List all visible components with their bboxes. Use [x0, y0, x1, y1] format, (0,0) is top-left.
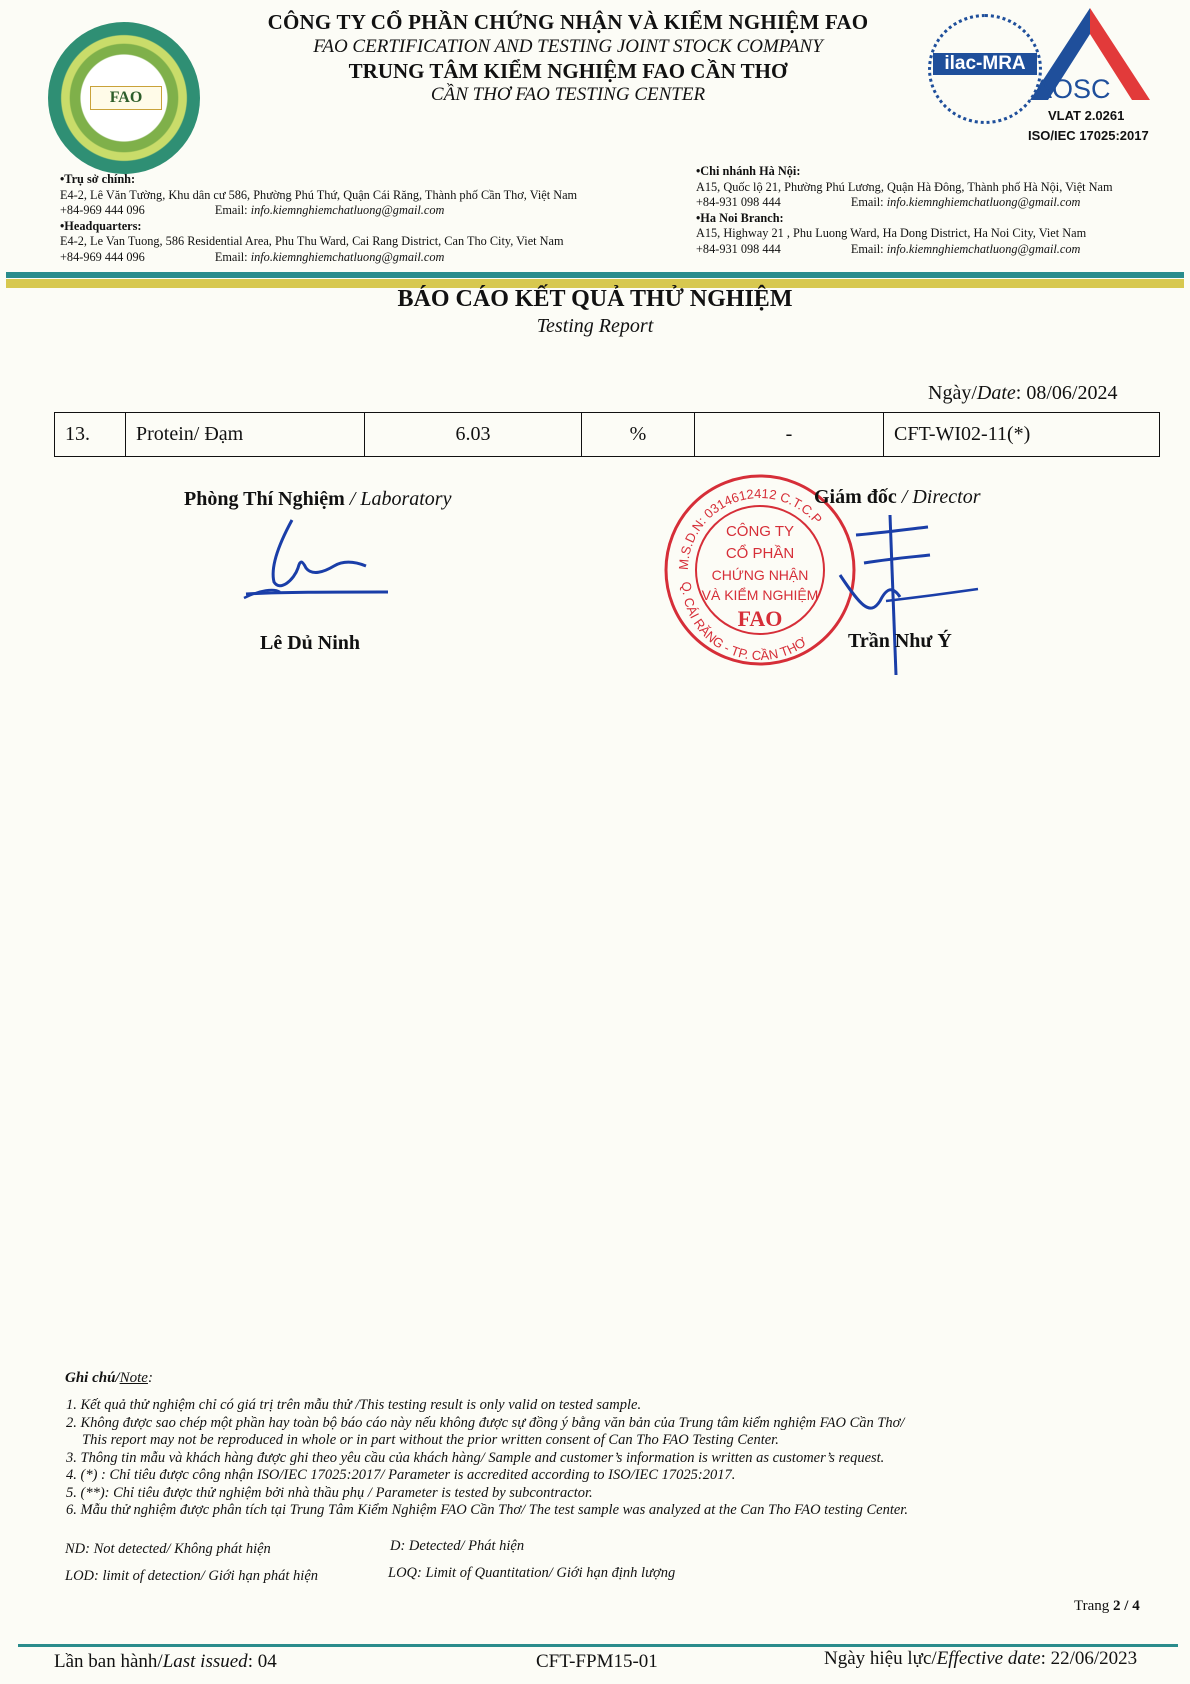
notes-heading-colon: : [147, 1370, 153, 1386]
stamp-line-3: CHỨNG NHẬN [711, 567, 809, 583]
note-3: 3. Thông tin mẫu và khách hàng được ghi theo yêu cầu của khách hàng/ Sample and customer’s information is written as customer’s request. [66, 1449, 885, 1466]
legend-nd: ND: Not detected/ Không phát hiện [65, 1541, 271, 1557]
row-result: 6.03 [365, 413, 582, 457]
notes-heading-en: Note [119, 1370, 148, 1386]
report-subtitle: Testing Report [536, 315, 654, 337]
notes-heading-vi: Ghi chú/ [65, 1370, 120, 1386]
stamp-ring-top: M.S.D.N: 0314612412 C.T.C.P [675, 485, 826, 571]
center-name-en: CẦN THƠ FAO TESTING CENTER [430, 84, 706, 105]
stamp-line-1: CÔNG TY [725, 523, 795, 540]
legend-loq: LOQ: Limit of Quantitation/ Giới hạn định lượng [388, 1565, 676, 1581]
table-row [55, 413, 1160, 457]
center-name-vi: TRUNG TÂM KIỂM NGHIỆM FAO CẦN THƠ [348, 59, 788, 83]
stamp-line-5: FAO [737, 606, 783, 631]
note-5: 5. (**): Chỉ tiêu được thử nghiệm bởi nhà thầu phụ / Parameter is tested by subcontractor. [66, 1484, 593, 1501]
hq-vi-label: •Trụ sở chính: [60, 172, 136, 186]
hq-en-phone: +84-969 444 096 [60, 249, 145, 264]
lab-signer-name: Lê Dủ Ninh [260, 632, 361, 654]
note-4: 4. (*) : Chỉ tiêu được công nhận ISO/IEC 17025:2017/ Parameter is accredited according to ISO/IEC 17025:2017. [66, 1467, 736, 1483]
page-current: 2 [1113, 1598, 1121, 1614]
dir-vi: Giám đốc [814, 486, 897, 508]
br-vi-phone: +84-931 098 444 [696, 195, 781, 209]
lab-en: / Laboratory [344, 488, 452, 510]
lab-vi: Phòng Thí Nghiệm [184, 488, 345, 510]
footer-form-code: CFT-FPM15-01 [536, 1651, 658, 1672]
issued-vi: Lần ban hành/ [54, 1651, 163, 1672]
legend-d: D: Detected/ Phát hiện [390, 1538, 525, 1554]
stamp-ring-bottom: Q. CÁI RĂNG - TP. CẦN THƠ [678, 581, 810, 664]
email-link[interactable]: info.kiemnghiemchatluong@gmail.com [886, 195, 1081, 209]
footer-line [18, 1644, 1178, 1647]
note-6: 6. Mẫu thử nghiệm được phân tích tại Trung Tâm Kiểm Nghiệm FAO Cần Thơ/ The test sample was analyzed at the Can Tho FAO testing Center. [66, 1502, 908, 1518]
company-name-vi: CÔNG TY CỔ PHẦN CHỨNG NHẬN VÀ KIỂM NGHIỆM FAO [267, 10, 869, 34]
email-label: Email: [214, 249, 248, 264]
email-link[interactable]: info.kiemnghiemchatluong@gmail.com [886, 241, 1081, 256]
notes-heading [65, 1370, 153, 1387]
report-date [928, 382, 1117, 405]
dir-en: / Director [896, 486, 981, 508]
logo-text: FAO [90, 86, 162, 110]
header-band-teal [6, 272, 1184, 278]
note-1: 1. Kết quả thử nghiệm chỉ có giá trị trên mẫu thử /This testing result is only valid on tested sample. [66, 1397, 642, 1413]
hq-address-block [60, 172, 577, 265]
note-2a: 2. Không được sao chép một phần hay toàn bộ báo cáo này nếu không được sự đồng ý bằng văn bản của Trung tâm kiểm nghiệm FAO Cần Thơ/ [66, 1414, 905, 1431]
branch-address-block [696, 164, 1113, 257]
footer-issued [54, 1651, 277, 1673]
hq-en-label: •Headquarters: [60, 218, 142, 233]
iso-standard: ISO/IEC 17025:2017 [1028, 128, 1149, 143]
company-logo [48, 22, 200, 174]
issued-en: Last issued [162, 1651, 248, 1672]
br-vi-line: A15, Quốc lộ 21, Phường Phú Lương, Quận Hà Đông, Thành phố Hà Nội, Việt Nam [696, 179, 1113, 194]
stamp-line-2: CỔ PHẦN [725, 545, 795, 562]
director-signature-title [814, 486, 980, 509]
email-label: Email: [850, 241, 884, 256]
report-title: BÁO CÁO KẾT QUẢ THỬ NGHIỆM [397, 286, 793, 312]
email-link[interactable]: info.kiemnghiemchatluong@gmail.com [250, 203, 445, 217]
hq-vi-phone: +84-969 444 096 [60, 203, 145, 217]
br-vi-label: •Chi nhánh Hà Nội: [696, 164, 801, 178]
page-total: 4 [1132, 1598, 1140, 1614]
page-number [1074, 1598, 1140, 1615]
row-number: 13. [55, 413, 126, 457]
hq-en-line: E4-2, Le Van Tuong, 586 Residential Area, Phu Thu Ward, Cai Rang District, Can Tho City, Viet Nam [60, 234, 564, 248]
br-en-phone: +84-931 098 444 [696, 241, 781, 256]
ilac-text: ilac-MRA [933, 53, 1037, 75]
date-label-en: Date [976, 382, 1016, 404]
page-sep: / [1120, 1598, 1133, 1614]
director-signature [800, 505, 990, 685]
hq-vi-line: E4-2, Lê Văn Tường, Khu dân cư 586, Phường Phú Thứ, Quận Cái Răng, Thành phố Cần Thơ, Việt Nam [60, 187, 578, 202]
row-unit: % [582, 413, 695, 457]
email-label: Email: [214, 203, 248, 217]
br-en-line: A15, Highway 21 , Phu Luong Ward, Ha Dong District, Ha Noi City, Viet Nam [696, 226, 1087, 240]
vlat-code: VLAT 2.0261 [1048, 108, 1125, 123]
row-lod: - [695, 413, 884, 457]
footer-effective [824, 1648, 1137, 1670]
date-value: : 08/06/2024 [1015, 382, 1118, 404]
results-table [54, 412, 1160, 457]
page-label: Trang [1074, 1598, 1114, 1614]
br-en-label: •Ha Noi Branch: [696, 210, 784, 225]
row-parameter: Protein/ Đạm [126, 413, 365, 457]
director-signer-name: Trần Như Ý [848, 630, 952, 652]
issued-value: : 04 [247, 1651, 277, 1672]
aosc-text: AOSC [1034, 74, 1111, 104]
email-link[interactable]: info.kiemnghiemchatluong@gmail.com [250, 249, 445, 264]
notes-list [66, 1397, 908, 1520]
note-2b: This report may not be reproduced in whole or in part without the prior written consent of Can Tho FAO Testing Center. [82, 1432, 779, 1448]
date-label-vi: Ngày/ [928, 382, 977, 404]
stamp-line-4: VÀ KIỂM NGHIỆM [701, 587, 819, 603]
row-method: CFT-WI02-11(*) [884, 413, 1160, 457]
email-label: Email: [850, 195, 884, 209]
company-name-en: FAO CERTIFICATION AND TESTING JOINT STOCK COMPANY [313, 36, 823, 57]
eff-en: Effective date [936, 1648, 1041, 1669]
eff-vi: Ngày hiệu lực/ [824, 1648, 937, 1669]
legend-lod: LOD: limit of detection/ Giới hạn phát hiện [65, 1568, 319, 1584]
eff-value: : 22/06/2023 [1040, 1648, 1138, 1669]
lab-signature [240, 508, 390, 603]
